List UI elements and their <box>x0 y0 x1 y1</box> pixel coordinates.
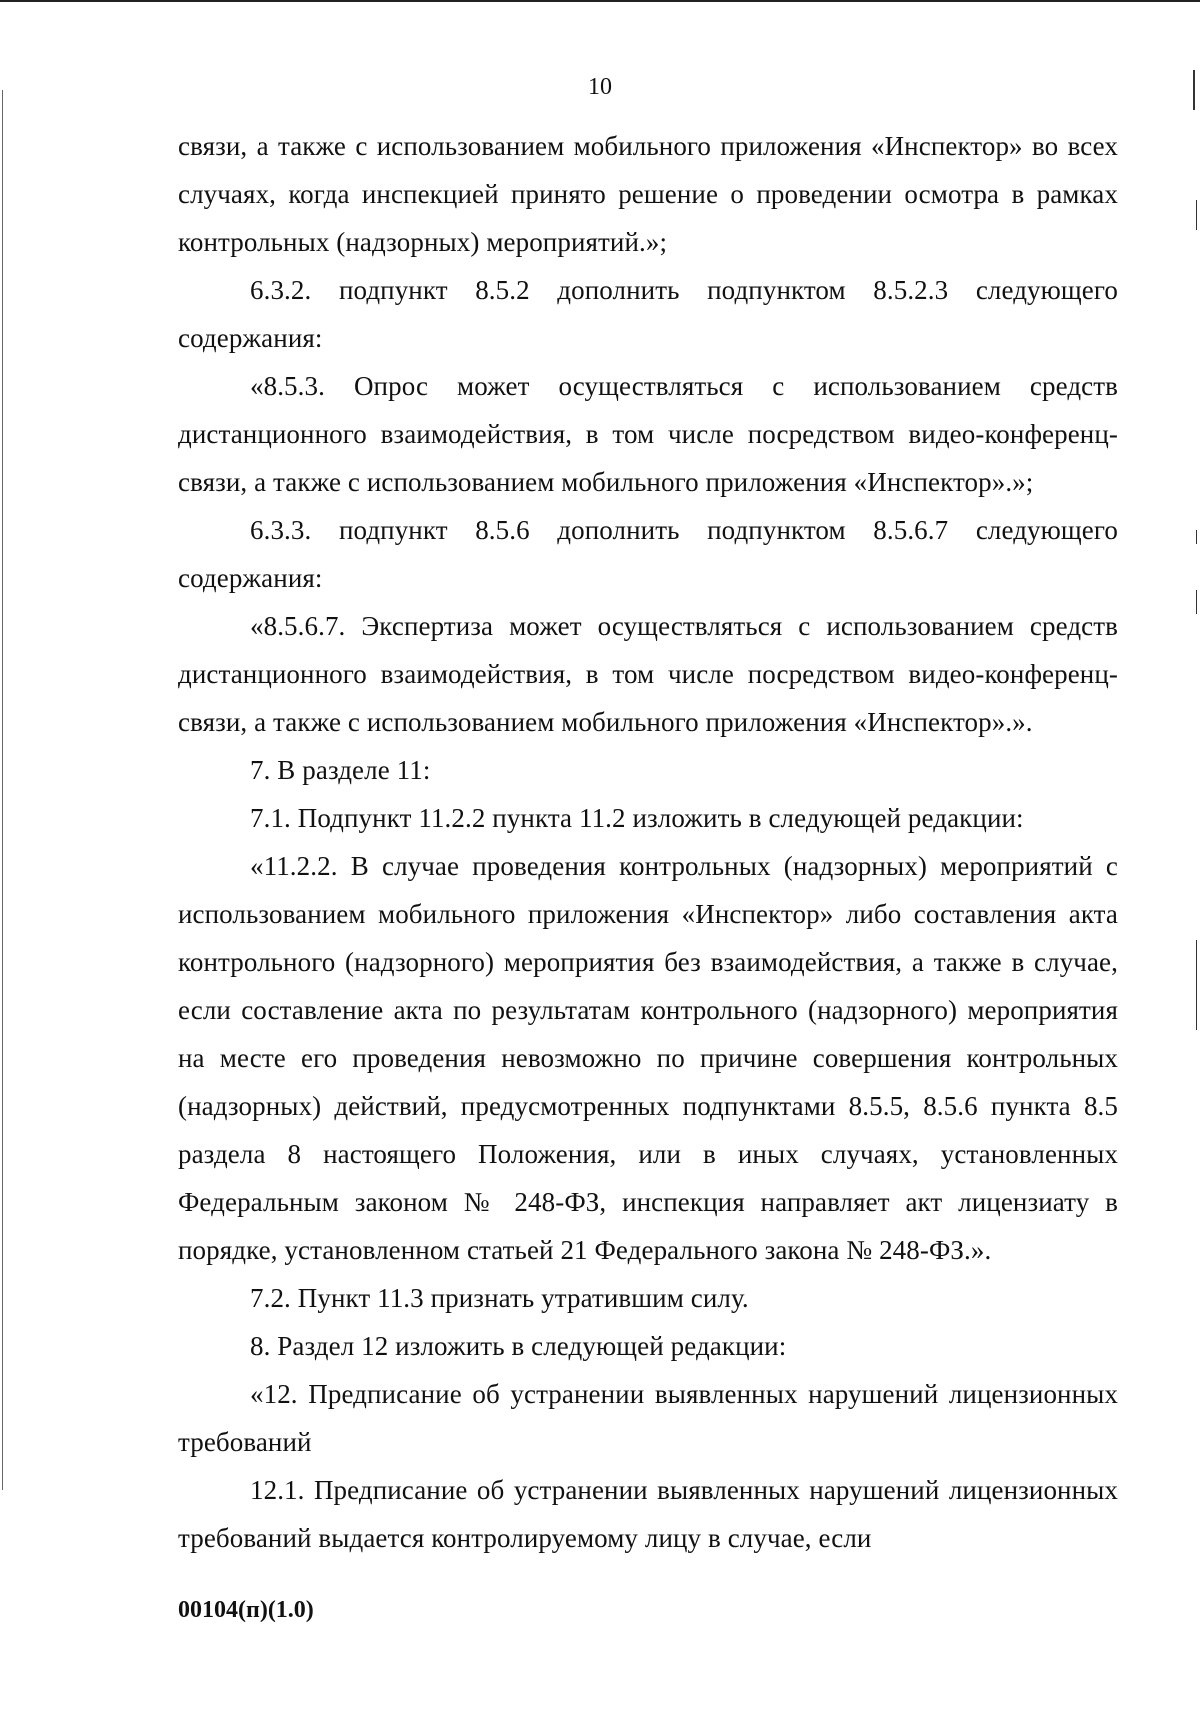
paragraph-4: 6.3.3. подпункт 8.5.6 дополнить подпунктом 8.5.6.7 следующего содержания: <box>178 515 1118 593</box>
paragraph-11: «12. Предписание об устранении выявленных нарушений лицензионных требований <box>178 1379 1118 1457</box>
paragraph-7: 7.1. Подпункт 11.2.2 пункта 11.2 изложить в следующей редакции: <box>250 803 1024 833</box>
scan-artifact-right <box>1196 200 1197 230</box>
paragraph-10: 8. Раздел 12 изложить в следующей редакции: <box>250 1331 787 1361</box>
paragraph-8: «11.2.2. В случае проведения контрольных (надзорных) мероприятий с использованием мобильного приложения «Инспектор» либо составления акта контрольного (надзорного) мероприятия без взаимодействия, а также в случае, если составление акта по результатам контрольного (надзорного) мероприятия на месте его проведения невозможно по причине совершения контрольных (надзорных) действий, предусмотренных подпунктами 8.5.5, 8.5.6 пункта 8.5 раздела 8 настоящего Положения, или в иных случаях, установленных Федеральным законом № 248-ФЗ, инспекция направляет акт лицензиату в порядке, установленном статьей 21 Федерального закона № 248-ФЗ.». <box>178 851 1118 1265</box>
paragraph-12: 12.1. Предписание об устранении выявленных нарушений лицензионных требований выдается контролируемому лицу в случае, если <box>178 1475 1118 1553</box>
paragraph-6: 7. В разделе 11: <box>250 755 431 785</box>
scan-artifact-left <box>2 90 3 1490</box>
paragraph-2: 6.3.2. подпункт 8.5.2 дополнить подпунктом 8.5.2.3 следующего содержания: <box>178 275 1118 353</box>
document-body <box>178 122 1118 1562</box>
scan-artifact-right <box>1193 70 1195 110</box>
paragraph-5: «8.5.6.7. Экспертиза может осуществляться с использованием средств дистанционного взаимодействия, в том числе посредством видео-конференц-связи, а также с использованием мобильного приложения «Инспектор».». <box>178 611 1118 737</box>
paragraph-9: 7.2. Пункт 11.3 признать утратившим силу. <box>250 1283 749 1313</box>
scan-artifact-right <box>1196 590 1197 614</box>
page-number: 10 <box>588 74 612 100</box>
document-code: 00104(п)(1.0) <box>178 1597 314 1623</box>
scan-artifact-right <box>1196 530 1197 544</box>
scan-artifact-right <box>1196 940 1197 1030</box>
paragraph-3: «8.5.3. Опрос может осуществляться с использованием средств дистанционного взаимодействия, в том числе посредством видео-конференц-связи, а также с использованием мобильного приложения «Инспектор».»; <box>178 371 1118 497</box>
paragraph-1: связи, а также с использованием мобильного приложения «Инспектор» во всех случаях, когда инспекцией принято решение о проведении осмотра в рамках контрольных (надзорных) мероприятий.»; <box>178 131 1118 257</box>
scan-top-border <box>0 0 1200 2</box>
